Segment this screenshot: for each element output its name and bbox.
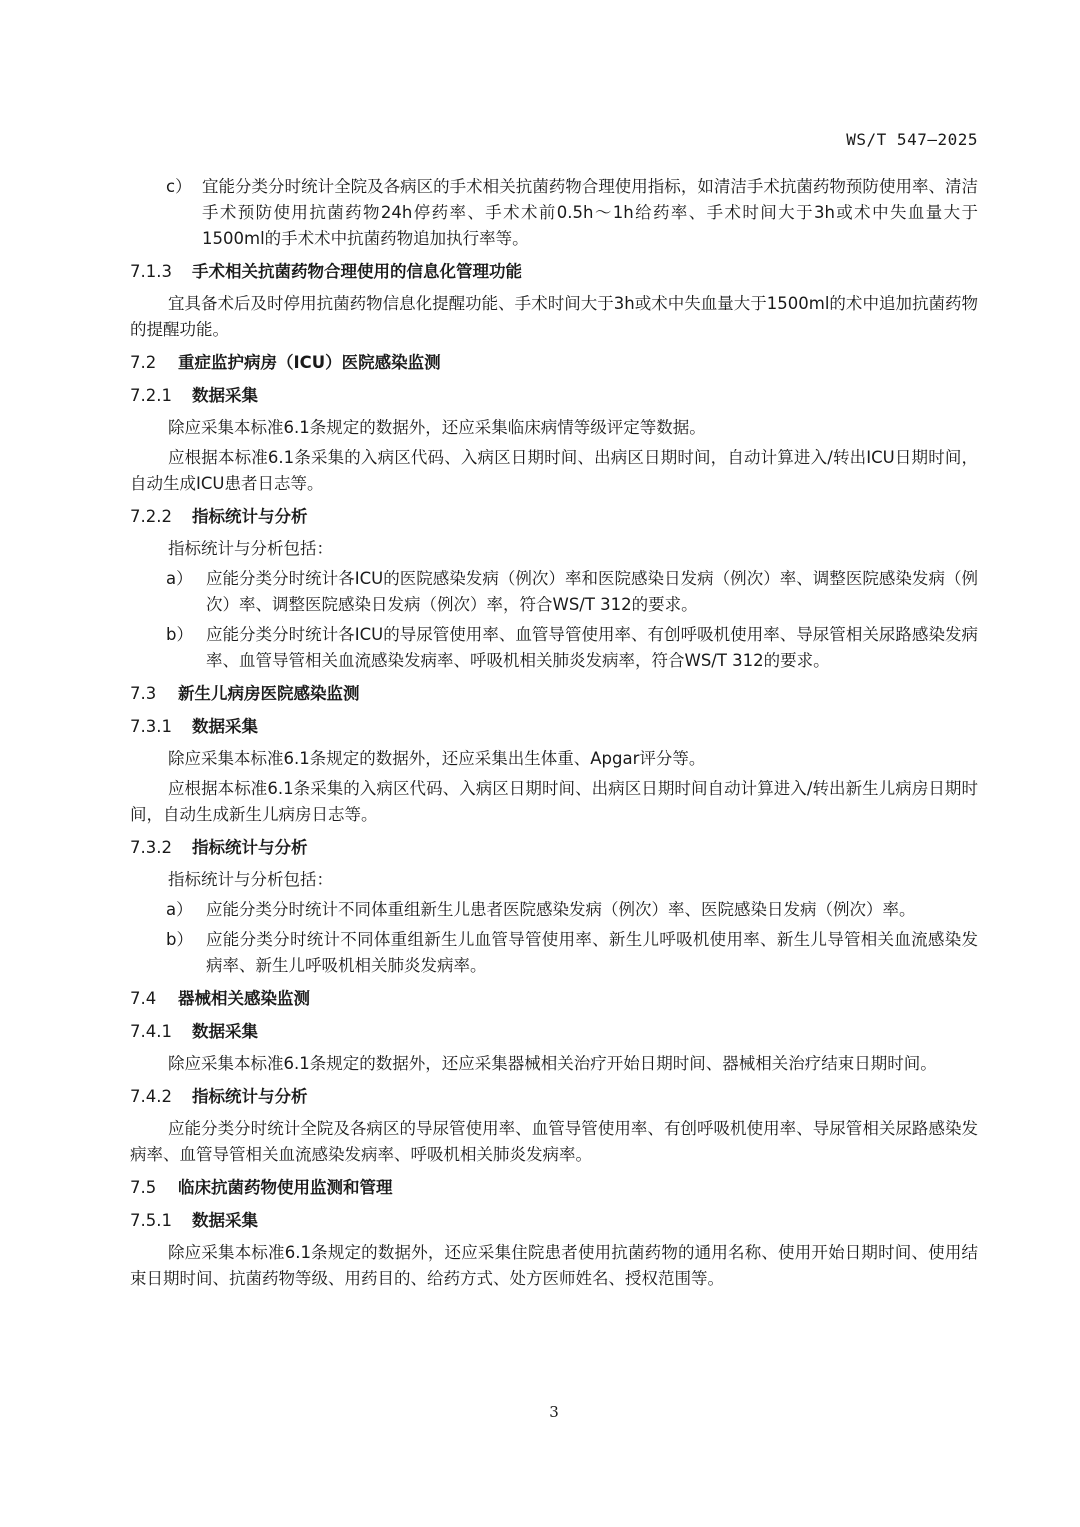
section-number: 7.5.1 — [130, 1211, 172, 1230]
section-number: 7.4.1 — [130, 1022, 172, 1041]
list-marker: b） — [166, 930, 193, 949]
paragraph: 应根据本标准6.1条采集的入病区代码、入病区日期时间、出病区日期时间，自动计算进入/转出ICU日期时间，自动生成ICU患者日志等。 — [130, 448, 978, 493]
list-item — [130, 174, 978, 252]
section-number: 7.2 — [130, 353, 157, 372]
section-heading — [130, 986, 978, 1012]
paragraph: 应能分类分时统计全院及各病区的导尿管使用率、血管导管使用率、有创呼吸机使用率、导尿管相关尿路感染发病率、血管导管相关血流感染发病率、呼吸机相关肺炎发病率。 — [130, 1119, 978, 1164]
list-item-text: 应能分类分时统计不同体重组新生儿血管导管使用率、新生儿呼吸机使用率、新生儿导管相关血流感染发病率、新生儿呼吸机相关肺炎发病率。 — [206, 930, 978, 975]
list-item — [130, 622, 978, 674]
paragraph: 除应采集本标准6.1条规定的数据外，还应采集住院患者使用抗菌药物的通用名称、使用开始日期时间、使用结束日期时间、抗菌药物等级、用药目的、给药方式、处方医师姓名、授权范围等。 — [130, 1243, 978, 1288]
section-number: 7.5 — [130, 1178, 157, 1197]
section-title: 数据采集 — [192, 386, 258, 405]
section-number: 7.4 — [130, 989, 157, 1008]
section-title: 指标统计与分析 — [192, 507, 308, 526]
section-title: 数据采集 — [192, 1211, 258, 1230]
list-item — [130, 927, 978, 979]
list-marker: b） — [166, 625, 193, 644]
paragraph: 除应采集本标准6.1条规定的数据外，还应采集出生体重、Apgar评分等。 — [168, 749, 706, 768]
section-title: 数据采集 — [192, 717, 258, 736]
section-title: 临床抗菌药物使用监测和管理 — [178, 1178, 393, 1197]
section-title: 数据采集 — [192, 1022, 258, 1041]
standard-code: WS/T 547—2025 — [846, 130, 978, 149]
section-heading — [130, 681, 978, 707]
section-heading — [130, 1208, 978, 1234]
section-number: 7.2.1 — [130, 386, 172, 405]
section-heading — [130, 835, 978, 861]
section-title: 器械相关感染监测 — [178, 989, 310, 1008]
section-heading — [130, 1019, 978, 1045]
section-heading — [130, 1175, 978, 1201]
document-body — [130, 174, 978, 1296]
paragraph: 除应采集本标准6.1条规定的数据外，还应采集器械相关治疗开始日期时间、器械相关治疗结束日期时间。 — [168, 1054, 937, 1073]
section-number: 7.4.2 — [130, 1087, 172, 1106]
paragraph: 应根据本标准6.1条采集的入病区代码、入病区日期时间、出病区日期时间自动计算进入/转出新生儿病房日期时间，自动生成新生儿病房日志等。 — [130, 779, 978, 824]
page-number: 3 — [549, 1403, 559, 1421]
section-title: 指标统计与分析 — [192, 838, 308, 857]
section-number: 7.2.2 — [130, 507, 172, 526]
section-number: 7.3 — [130, 684, 157, 703]
section-heading — [130, 714, 978, 740]
list-item — [130, 566, 978, 618]
section-heading — [130, 1084, 978, 1110]
paragraph: 指标统计与分析包括： — [168, 539, 333, 558]
section-title: 手术相关抗菌药物合理使用的信息化管理功能 — [192, 262, 522, 281]
paragraph: 除应采集本标准6.1条规定的数据外，还应采集临床病情等级评定等数据。 — [168, 418, 706, 437]
list-item-text: 应能分类分时统计不同体重组新生儿患者医院感染发病（例次）率、医院感染日发病（例次）率。 — [206, 900, 916, 919]
paragraph: 宜具备术后及时停用抗菌药物信息化提醒功能、手术时间大于3h或术中失血量大于1500ml的术中追加抗菌药物的提醒功能。 — [130, 294, 978, 339]
section-heading — [130, 259, 978, 285]
section-title: 重症监护病房（ICU）医院感染监测 — [178, 353, 441, 372]
paragraph: 指标统计与分析包括： — [168, 870, 333, 889]
list-marker: c） — [166, 177, 192, 196]
section-heading — [130, 383, 978, 409]
document-page — [130, 0, 978, 1527]
list-item-text: 应能分类分时统计各ICU的医院感染发病（例次）率和医院感染日发病（例次）率、调整医院感染发病（例次）率、调整医院感染日发病（例次）率，符合WS/T 312的要求。 — [206, 569, 978, 614]
list-item — [130, 897, 978, 923]
section-number: 7.3.1 — [130, 717, 172, 736]
list-marker: a） — [166, 569, 193, 588]
section-heading — [130, 350, 978, 376]
section-number: 7.1.3 — [130, 262, 172, 281]
section-number: 7.3.2 — [130, 838, 172, 857]
section-heading — [130, 504, 978, 530]
list-marker: a） — [166, 900, 193, 919]
section-title: 指标统计与分析 — [192, 1087, 308, 1106]
list-item-text: 应能分类分时统计各ICU的导尿管使用率、血管导管使用率、有创呼吸机使用率、导尿管相关尿路感染发病率、血管导管相关血流感染发病率、呼吸机相关肺炎发病率，符合WS/T 312的要求。 — [206, 625, 978, 670]
list-item-text: 宜能分类分时统计全院及各病区的手术相关抗菌药物合理使用指标，如清洁手术抗菌药物预防使用率、清洁手术预防使用抗菌药物24h停药率、手术术前0.5h～1h给药率、手术时间大于3h或术中失血量大于1500ml的手术术中抗菌药物追加执行率等。 — [202, 177, 978, 248]
section-title: 新生儿病房医院感染监测 — [178, 684, 360, 703]
